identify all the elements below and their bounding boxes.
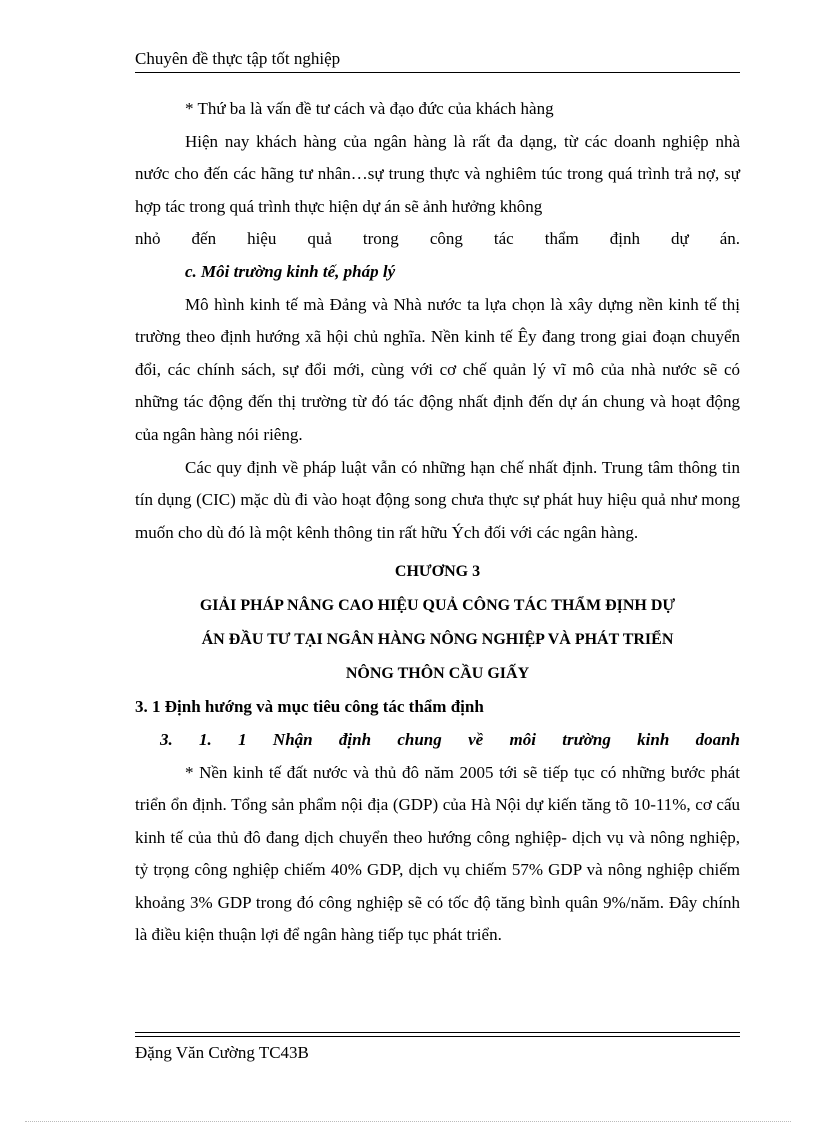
paragraph-economy-outlook: * Nền kinh tế đất nước và thủ đô năm 2005 tới sẽ tiếp tục có những bước phát triển ổn định. Tổng sản phẩm nội địa (GDP) của Hà Nội dự kiến tăng tõ 10-11%, cơ cấu kinh tế của thủ đô đang dịch chuyển theo hướng công nghiệp- dịch vụ và nông nghiệp, tỷ trọng công nghiệp chiếm 40% GDP, dịch vụ chiếm 57% GDP và nông nghiệp chiếm khoảng 3% GDP trong đó công nghiệp sẽ có tốc độ tăng bình quân 9%/năm. Đây chính là điều kiện thuận lợi để ngân hàng tiếp tục phát triển. xyxy=(135,762,740,945)
header-title: Chuyên đề thực tập tốt nghiệp xyxy=(135,49,341,68)
page-bottom-dotted-line xyxy=(25,1121,791,1122)
footer-author: Đặng Văn Cường TC43B xyxy=(135,1043,309,1062)
chapter-heading xyxy=(135,555,740,691)
footer-divider xyxy=(135,1032,740,1037)
page-footer xyxy=(135,1041,309,1065)
chapter-label: CHƯƠNG 3 xyxy=(394,563,481,581)
chapter-title-line-2: ÁN ĐẦU TƯ TẠI NGÂN HÀNG NÔNG NGHIỆP VÀ PHÁT TRIỂN xyxy=(201,631,674,649)
paragraph-third-point: * Thứ ba là vấn đề tư cách và đạo đức của khách hàng xyxy=(185,99,554,118)
subsection-heading: 3. 1. 1 Nhận định chung về môi trường kinh doanh xyxy=(160,729,740,749)
page-header xyxy=(135,46,740,73)
subheading-environment: c. Môi trường kinh tế, pháp lý xyxy=(185,261,396,281)
paragraph-customers: Hiện nay khách hàng của ngân hàng là rất đa dạng, từ các doanh nghiệp nhà nước cho đến các hãng tư nhân…sự trung thực và nghiêm túc trong quá trình trả nợ, sự hợp tác trong quá trình thực hiện dự án sẽ ảnh hưởng không xyxy=(135,131,740,216)
paragraph-economic-model: Mô hình kinh tế mà Đảng và Nhà nước ta lựa chọn là xây dựng nền kinh tế thị trường theo định hướng xã hội chủ nghĩa. Nền kinh tế Êy đang trong giai đoạn chuyển đổi, các chính sách, sự đổi mới, cùng với cơ chế quản lý vĩ mô của nhà nước sẽ có những tác động đến thị trường từ đó tác động nhất định đến dự án chung và hoạt động của ngân hàng nói riêng. xyxy=(135,294,740,444)
chapter-title-line-1: GIẢI PHÁP NÂNG CAO HIỆU QUẢ CÔNG TÁC THẨM ĐỊNH DỰ xyxy=(199,597,676,615)
paragraph-customers-end: nhỏ đến hiệu quả trong công tác thẩm định dự án. xyxy=(135,229,740,249)
paragraph-legal: Các quy định về pháp luật vẫn có những hạn chế nhất định. Trung tâm thông tin tín dụng (CIC) mặc dù đi vào hoạt động song chưa thực sự phát huy hiệu quả như mong muốn cho dù đó là một kênh thông tin rất hữu Ých đối với các ngân hàng. xyxy=(135,457,740,542)
document-body xyxy=(135,93,740,952)
section-heading: 3. 1 Định hướng và mục tiêu công tác thẩm định xyxy=(135,697,484,717)
chapter-title-line-3: NÔNG THÔN CẦU GIẤY xyxy=(345,665,530,683)
